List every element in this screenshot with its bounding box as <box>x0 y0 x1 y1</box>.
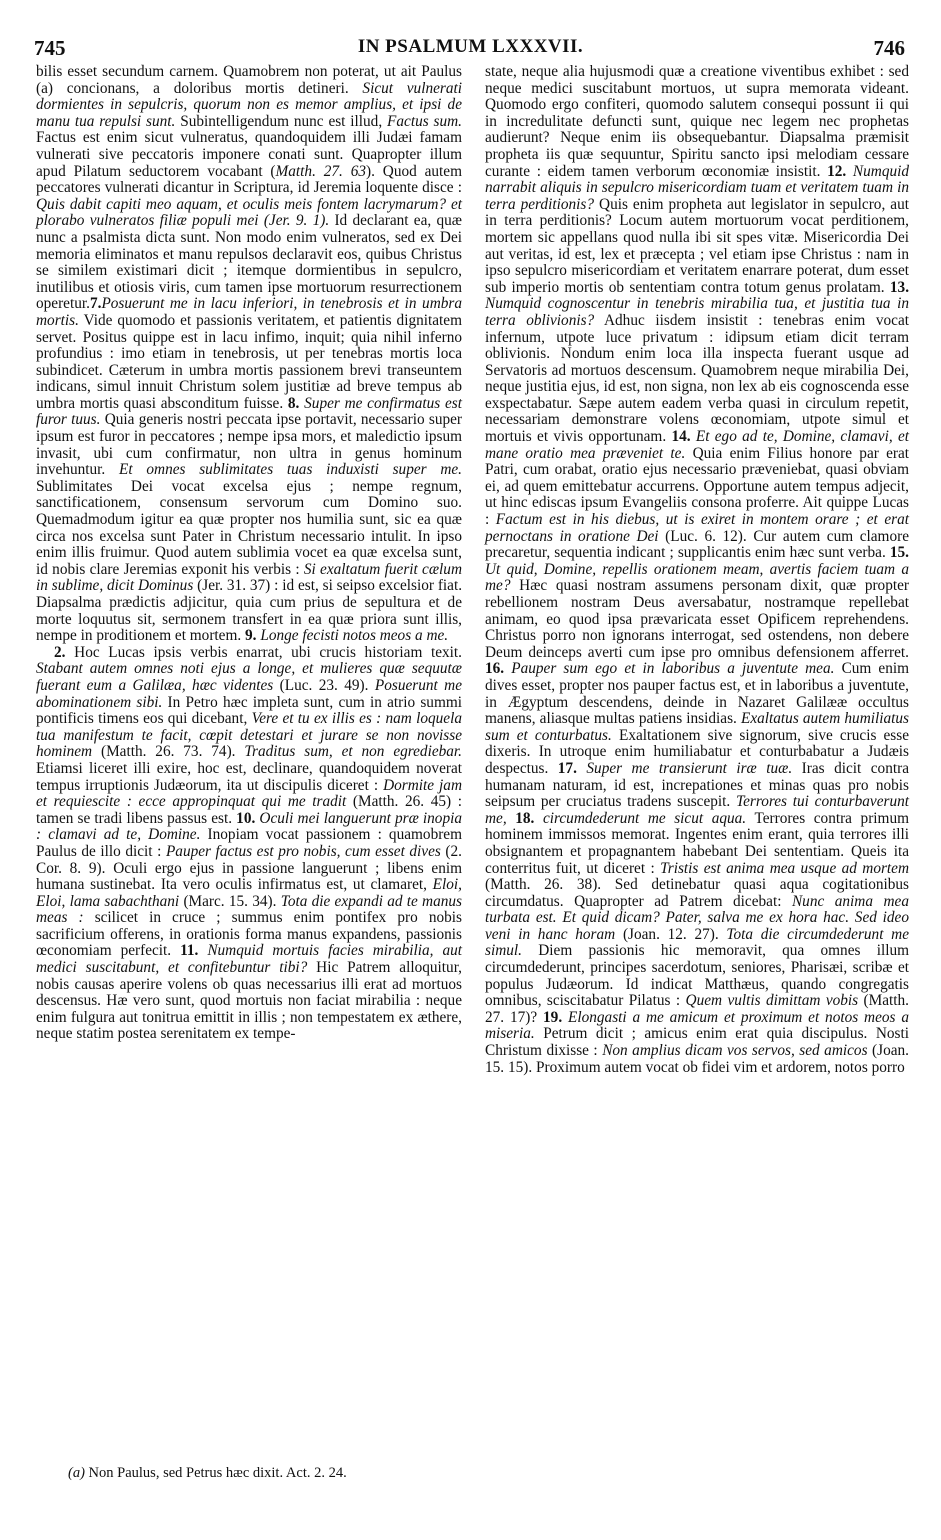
running-header <box>32 36 909 60</box>
footnote <box>68 1465 448 1482</box>
running-title: IN PSALMUM LXXXVII. <box>357 36 584 57</box>
left-column <box>36 64 462 1043</box>
footnote-text: Non Paulus, sed Petrus hæc dixit. Act. 2. 24. <box>88 1465 347 1481</box>
paragraph-1: bilis esset secundum carnem. Quamobrem non poterat, ut ait Paulus (a) concionans, a doloribus mortis detineri. Sicut vulnerati dormientes in sepulcris, quorum non es memor amplius, et ipsi de manu tua repulsi sunt. Subintelligendum nunc est illud, Factus sum. Factus est enim sicut vulneratus, quandoquidem illi Judæi famam vulnerati sive peccatoris imponere conati sunt. Quapropter illum apud Pilatum seductorem vocabant (Matth. 27. 63). Quod autem peccatores vulnerati dicantur in Scriptura, id Jeremia loquente disce : Quis dabit capiti meo aquam, et oculis meis fontem lacrymarum? et plorabo vulneratos filiæ populi mei (Jer. 9. 1). Id declarant ea, quæ nunc a psalmista dicta sunt. Non modo enim vulneratos, sed ex Dei memoria eliminatos et manu repulsos declaravit eos, quibus Christus se similem existimari dicit ; itemque dormientibus in sepulcro, inutilibus et otiosis viris, cum tamen ipse mortuorum resurrectionem operetur.7.Posuerunt me in lacu inferiori, in tenebrosis et in umbra mortis. Vide quomodo et passionis veritatem, et patientis dignitatem servet. Positus quippe est in lacu infimo, inquit; quia nihil inferno profundius : imo etiam in tenebrosis, ut per tenebras mortis loca subindicet. Cæterum in umbra mortis passionem brevi transeuntem indicans, simul innuit Christum solem justitiæ ad breve tempus ab umbra mortis quasi absconditum fuisse. 8. Super me confirmatus est furor tuus. Quia generis nostri peccata ipse portavit, necessario super ipsum est furor in peccatores ; nempe ipsa mors, et maledictio ipsum invasit, ubi cum confirmatur, non ultra in genus hominum invehuntur. Et omnes sublimitates tuas induxisti super me. Sublimitates Dei vocat excelsa ejus ; nempe regnum, sanctificationem, consensum servorum cum Domino suo. Quemadmodum igitur ea quæ propter nos humilia sunt, sic ea quæ circa nos excelsa sunt Pater in Christum necessario intulit. In ipso enim illis fruimur. Quod autem sublimia vocet ea quæ excelsa sunt, id nobis clare Jeremias exponit his verbis : Si exaltatum fuerit cælum in sublime, dicit Dominus (Jer. 31. 37) : id est, si seipso excelsior fiat. Diapsalma prædictis adjicitur, quia cum prius de sepultura et de morte loquutus sit, sermonem transfert in ea quæ priora sunt illis, nempe in proditionem et mortem. 9. Longe fecisti notos meos a me. <box>36 63 463 645</box>
page-number-left: 745 <box>34 36 66 60</box>
page-number-right: 746 <box>873 36 905 60</box>
paragraph-2: 2. Hoc Lucas ipsis verbis enarrat, ubi crucis historiam texit. Stabant autem omnes noti ejus a longe, et mulieres quæ sequutæ fuerant eum a Galilæa, hæc videntes (Luc. 23. 49). Posuerunt me abominationem sibi. In Petro hæc impleta sunt, cum in atrio summi pontificis timens eos qui dicebant, Vere et tu ex illis es : nam loquela tua manifestum te facit, cœpit detestari et jurare se non novisse hominem (Matth. 26. 73. 74). Traditus sum, et non egrediebar. Etiamsi liceret illi exire, hoc est, declinare, quandoquidem noverat tempus irruptionis Judæorum, ita ut discipulis diceret : Dormite jam et requiescite : ecce appropinquat qui me tradit (Matth. 26. 45) : tamen se tradi libens passus est. 10. Oculi mei languerunt præ inopia : clamavi ad te, Domine. Inopiam vocat passionem : quamobrem Paulus de illo dicit : Pauper factus est pro nobis, cum esset dives (2. Cor. 8. 9). Oculi ergo ejus in passione languerunt ; libens enim humana sustinebat. Ita vero oculis infirmatus est, ut clamaret, Eloi, Eloi, lama sabachthani (Marc. 15. 34). Tota die expandi ad te manus meas : scilicet in cruce ; summus enim pontifex pro nobis sacrificium offerens, in orationis forma manus expandens, passionis œconomiam perfecit. 11. Numquid mortuis facies mirabilia, aut medici suscitabunt, et confitebuntur tibi? Hic Patrem alloquitur, nobis causas aperire volens ob quas necessarius illi erat ad mortuos descensus. Hæ vero sunt, quod mortuis non faciat mirabilia : neque enim fulgura aut tonitrua emittit in illis ; non tempestatem ex æthere, neque statim postea serenitatem ex tempe- <box>36 643 463 1043</box>
right-column <box>485 64 909 1076</box>
footnote-mark: (a) <box>68 1465 85 1481</box>
paragraph-continued: state, neque alia hujusmodi quæ a creatione viventibus exhibet : sed neque medici suscitabunt mortuos, ut supra memorata videant. Quomodo ergo confiteri, quomodo salutem consequi possunt ii qui in incredulitate defuncti sunt, quique nec legem nec prophetas audierunt? Neque enim iis obsequebantur. Diapsalma præmisit propheta iis quæ sequuntur, Spiritu sancto ipsi melodiam cessare curante : eidem tamen verborum œconomiæ insistit. 12. Numquid narrabit aliquis in sepulcro misericordiam tuam et veritatem tuam in terra perditionis? Quis enim propheta aut legislator in sepulcro, aut in terra perditionis? Locum autem mortuorum vocat perditionem, mortem sic appellans quod nulla ibi sit spes vitæ. Misericordia Dei aut veritas, id est, lex et præcepta ; vel etiam ipse Christus : nam in ipso sepulcro misericordiam et veritatem enarrare poterat, dum esset sub imperio mortis ob sententiam contra totum genus prolatam. 13. Numquid cognoscentur in tenebris mirabilia tua, et justitia tua in terra oblivionis? Adhuc iisdem insistit : tenebras enim vocat infernum, utpote luce privatum : idipsum etiam dicit terram oblivionis. Nondum enim loca illa inspecta fuerant usque ad Servatoris ad mortuos descensum. Quamobrem neque mirabilia Dei, neque justitia ejus, id est, non signa, non lex ab eis cognoscenda esse exspectabatur. Sæpe autem eadem verba quasi in circulum repetit, necessariam demonstrare volens œconomiam, utpote simul et mortuis et vivis opportunam. 14. Et ego ad te, Domine, clamavi, et mane oratio mea præveniet te. Quia enim Filius honore par erat Patri, cum orabat, oratio ejus necessario præveniebat, quasi obviam ei, ad quem emittebatur accurrens. Opportune autem tempus adjecit, ut hinc ediscas ipsum Evangeliis consona proferre. Ait quippe Lucas : Factum est in his diebus, ut is exiret in montem orare ; et erat pernoctans in oratione Dei (Luc. 6. 12). Cur autem cum clamore precaretur, sequentia indicant ; supplicantis enim hæc sunt verba. 15. Ut quid, Domine, repellis orationem meam, avertis faciem tuam a me? Hæc quasi nostram assumens personam dixit, quæ propter rebellionem nostram Deus aversabatur, nostramque repellebat animam, eo quod ipsa prævaricata esset Opificem reprehendens. Christus porro non ignorans interrogat, sed ostendens, non debere Deum deinceps averti cum ipse pro omnibus defensionem afferret. 16. Pauper sum ego et in laboribus a juventute mea. Cum enim dives esset, propter nos pauper factus est, et in laboribus a juventute, in Ægyptum descendens, deinde in Nazaret Galilææ occultus manens, aliasque multas patiens insidias. Exaltatus autem humiliatus sum et conturbatus. Exaltationem sive signorum, sive crucis esse dixeris. In utroque enim humiliabatur et conturbabatur a Judæis despectus. 17. Super me transierunt iræ tuæ. Iras dicit contra humanam naturam, id est, increpationes et minas quas pro nobis seipsum per cruciatus tradens suscepit. Terrores tui conturbaverunt me, 18. circumdederunt me sicut aqua. Terrores contra primum hominem immissos memorat. Ingentes enim erant, quia terrores illi obsignantem et propagnantem habebant Dei sententiam. Queis ita conterritus fuit, ut diceret : Tristis est anima mea usque ad mortem (Matth. 26. 38). Sed detinebatur quasi aqua cogitationibus circumdatus. Quapropter ad Patrem dicebat: Nunc anima mea turbata est. Et quid dicam? Pater, salva me ex hora hac. Sed ideo veni in hanc horam (Joan. 12. 27). Tota die circumdederunt me simul. Diem passionis hic memoravit, qua omnes illum circumdederunt, principes sacerdotum, seniores, Pharisæi, scribæ et populus Judæorum. Id indicat Matthæus, quando congregatis omnibus, sciscitabatur Pilatus : Quem vultis dimittam vobis (Matth. 27. 17)? 19. Elongasti a me amicum et proximum et notos meos a miseria. Petrum dicit ; amicus enim erat quia discipulus. Nosti Christum dixisse : Non amplius dicam vos servos, sed amicos (Joan. 15. 15). Proximum autem vocat ob fidei vim et ardorem, notos porro <box>485 63 910 1076</box>
